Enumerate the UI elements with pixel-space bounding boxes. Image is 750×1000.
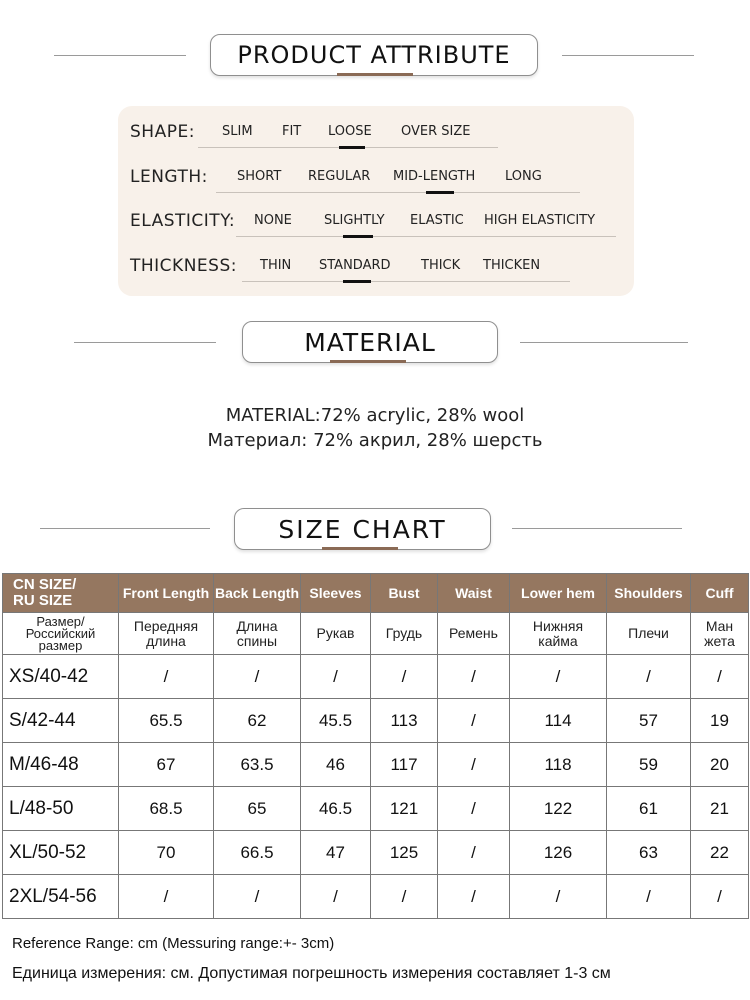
attribute-option-selected: MID-LENGTH bbox=[393, 169, 476, 184]
header-text: CN SIZE/ RU SIZE bbox=[13, 576, 77, 609]
table-cell: / bbox=[438, 699, 510, 743]
size-cell: XL/50-52 bbox=[3, 831, 119, 875]
table-cell: 46.5 bbox=[301, 787, 371, 831]
attribute-row-length bbox=[118, 167, 634, 197]
table-cell: 122 bbox=[510, 787, 607, 831]
table-row bbox=[3, 743, 749, 787]
header-cell bbox=[691, 574, 749, 613]
attribute-option-selected: LOOSE bbox=[328, 124, 372, 139]
selected-marker bbox=[426, 191, 454, 194]
selected-marker bbox=[339, 146, 365, 149]
material-text-en: MATERIAL:72% acrylic, 28% wool bbox=[225, 405, 525, 426]
table-cell: / bbox=[691, 655, 749, 699]
header-text: Sleeves bbox=[309, 585, 362, 601]
table-cell: / bbox=[438, 875, 510, 919]
divider-line bbox=[40, 528, 210, 529]
table-cell: / bbox=[607, 655, 691, 699]
size-cell: M/46-48 bbox=[3, 743, 119, 787]
header-text: Размер/ Российский размер bbox=[25, 613, 96, 653]
table-cell: 22 bbox=[691, 831, 749, 875]
table-cell: / bbox=[691, 875, 749, 919]
table-cell: / bbox=[214, 655, 301, 699]
header-text: Back Length bbox=[214, 585, 299, 601]
attribute-option: THICK bbox=[421, 258, 461, 273]
table-cell: 126 bbox=[510, 831, 607, 875]
attribute-option: LONG bbox=[505, 169, 542, 184]
attribute-option: NONE bbox=[254, 213, 292, 228]
selected-marker bbox=[343, 235, 373, 238]
header-text: Нижняя кайма bbox=[532, 617, 584, 649]
header-cell-ru bbox=[510, 613, 607, 655]
table-cell: 70 bbox=[119, 831, 214, 875]
header-text: Front Length bbox=[122, 585, 210, 601]
header-cell bbox=[214, 574, 301, 613]
attribute-row-elasticity bbox=[118, 211, 634, 241]
table-header-row-ru bbox=[3, 613, 749, 655]
table-row bbox=[3, 787, 749, 831]
header-cell-ru bbox=[119, 613, 214, 655]
section-title-material bbox=[242, 321, 498, 363]
section-title-size-chart bbox=[234, 508, 491, 550]
attribute-option: THIN bbox=[260, 258, 292, 273]
attribute-option: REGULAR bbox=[308, 169, 371, 184]
size-cell: XS/40-42 bbox=[3, 655, 119, 699]
size-cell: 2XL/54-56 bbox=[3, 875, 119, 919]
table-header-row-en bbox=[3, 574, 749, 613]
table-cell: / bbox=[438, 787, 510, 831]
attribute-option-selected: STANDARD bbox=[319, 258, 391, 273]
header-text: Передняя длина bbox=[133, 617, 199, 649]
attribute-option: SLIM bbox=[222, 124, 253, 139]
section-title-text: SIZE CHART bbox=[278, 514, 447, 544]
attribute-label: LENGTH: bbox=[130, 167, 208, 187]
attribute-option: SHORT bbox=[237, 169, 282, 184]
section-title-product-attribute bbox=[210, 34, 538, 76]
attribute-row-shape bbox=[118, 122, 634, 152]
table-cell: / bbox=[510, 875, 607, 919]
table-cell: 67 bbox=[119, 743, 214, 787]
table-cell: / bbox=[119, 875, 214, 919]
header-cell-ru bbox=[438, 613, 510, 655]
table-row bbox=[3, 699, 749, 743]
table-cell: 20 bbox=[691, 743, 749, 787]
header-cell-ru bbox=[214, 613, 301, 655]
table-cell: 61 bbox=[607, 787, 691, 831]
header-text: Грудь bbox=[385, 625, 423, 641]
attribute-row-thickness bbox=[118, 256, 634, 286]
attribute-panel bbox=[118, 106, 634, 296]
table-cell: 63.5 bbox=[214, 743, 301, 787]
header-text: Длина спины bbox=[236, 617, 278, 649]
header-text: Shoulders bbox=[614, 585, 683, 601]
table-cell: 117 bbox=[371, 743, 438, 787]
table-row bbox=[3, 831, 749, 875]
attribute-baseline bbox=[236, 236, 616, 237]
table-cell: 68.5 bbox=[119, 787, 214, 831]
table-cell: / bbox=[214, 875, 301, 919]
table-cell: / bbox=[438, 743, 510, 787]
attribute-option: THICKEN bbox=[483, 258, 541, 273]
attribute-option-selected: SLIGHTLY bbox=[324, 213, 385, 228]
table-cell: 114 bbox=[510, 699, 607, 743]
header-text: Рукав bbox=[316, 625, 355, 641]
title-accent-bar bbox=[330, 360, 406, 363]
size-cell: L/48-50 bbox=[3, 787, 119, 831]
header-text: Плечи bbox=[628, 625, 669, 641]
header-cell-ru bbox=[3, 613, 119, 655]
title-accent-bar bbox=[337, 73, 413, 76]
header-text: Cuff bbox=[705, 585, 734, 601]
header-cell-ru bbox=[691, 613, 749, 655]
attribute-option: ELASTIC bbox=[410, 213, 464, 228]
header-text: Ман жета bbox=[704, 617, 735, 649]
attribute-label: THICKNESS: bbox=[130, 256, 237, 276]
material-text-ru: Материал: 72% акрил, 28% шерсть bbox=[207, 430, 543, 451]
table-cell: / bbox=[438, 831, 510, 875]
header-text: Waist bbox=[455, 585, 492, 601]
table-cell: 46 bbox=[301, 743, 371, 787]
attribute-option: HIGH ELASTICITY bbox=[484, 213, 596, 228]
header-cell bbox=[607, 574, 691, 613]
table-cell: 63 bbox=[607, 831, 691, 875]
divider-line bbox=[520, 342, 688, 343]
table-cell: / bbox=[301, 655, 371, 699]
table-cell: 65 bbox=[214, 787, 301, 831]
header-cell bbox=[119, 574, 214, 613]
table-cell: / bbox=[510, 655, 607, 699]
table-cell: 47 bbox=[301, 831, 371, 875]
table-cell: / bbox=[607, 875, 691, 919]
attribute-baseline bbox=[216, 192, 580, 193]
header-text: Ремень bbox=[449, 625, 498, 641]
table-cell: / bbox=[301, 875, 371, 919]
attribute-label: SHAPE: bbox=[130, 122, 195, 142]
attribute-option: FIT bbox=[282, 124, 302, 139]
table-cell: / bbox=[371, 875, 438, 919]
title-accent-bar bbox=[322, 547, 398, 550]
table-cell: 113 bbox=[371, 699, 438, 743]
attribute-label: ELASTICITY: bbox=[130, 211, 236, 231]
attribute-baseline bbox=[242, 281, 570, 282]
table-cell: 121 bbox=[371, 787, 438, 831]
table-cell: 45.5 bbox=[301, 699, 371, 743]
table-cell: 125 bbox=[371, 831, 438, 875]
table-cell: 59 bbox=[607, 743, 691, 787]
table-cell: 62 bbox=[214, 699, 301, 743]
header-cell-ru bbox=[607, 613, 691, 655]
divider-line bbox=[54, 55, 186, 56]
table-cell: / bbox=[119, 655, 214, 699]
table-row bbox=[3, 655, 749, 699]
section-title-text: PRODUCT ATTRIBUTE bbox=[237, 41, 511, 69]
table-cell: 66.5 bbox=[214, 831, 301, 875]
table-cell: 57 bbox=[607, 699, 691, 743]
header-text: Bust bbox=[388, 585, 420, 601]
header-cell bbox=[438, 574, 510, 613]
divider-line bbox=[562, 55, 694, 56]
table-cell: 21 bbox=[691, 787, 749, 831]
table-cell: / bbox=[371, 655, 438, 699]
header-cell bbox=[510, 574, 607, 613]
selected-marker bbox=[343, 280, 371, 283]
divider-line bbox=[74, 342, 216, 343]
header-cell bbox=[301, 574, 371, 613]
table-cell: 65.5 bbox=[119, 699, 214, 743]
table-cell: / bbox=[438, 655, 510, 699]
header-cell bbox=[371, 574, 438, 613]
table-row bbox=[3, 875, 749, 919]
header-cell-ru bbox=[301, 613, 371, 655]
footnote-en: Reference Range: cm (Messuring range:+- 3cm) bbox=[12, 935, 335, 952]
size-chart-table bbox=[2, 573, 749, 919]
section-title-text: MATERIAL bbox=[304, 327, 436, 357]
footnote-ru: Единица измерения: см. Допустимая погрешность измерения составляет 1-3 см bbox=[12, 965, 611, 982]
divider-line bbox=[512, 528, 682, 529]
attribute-option: OVER SIZE bbox=[401, 124, 471, 139]
size-cell: S/42-44 bbox=[3, 699, 119, 743]
table-cell: 118 bbox=[510, 743, 607, 787]
header-text: Lower hem bbox=[521, 585, 595, 601]
header-cell bbox=[3, 574, 119, 613]
table-cell: 19 bbox=[691, 699, 749, 743]
header-cell-ru bbox=[371, 613, 438, 655]
